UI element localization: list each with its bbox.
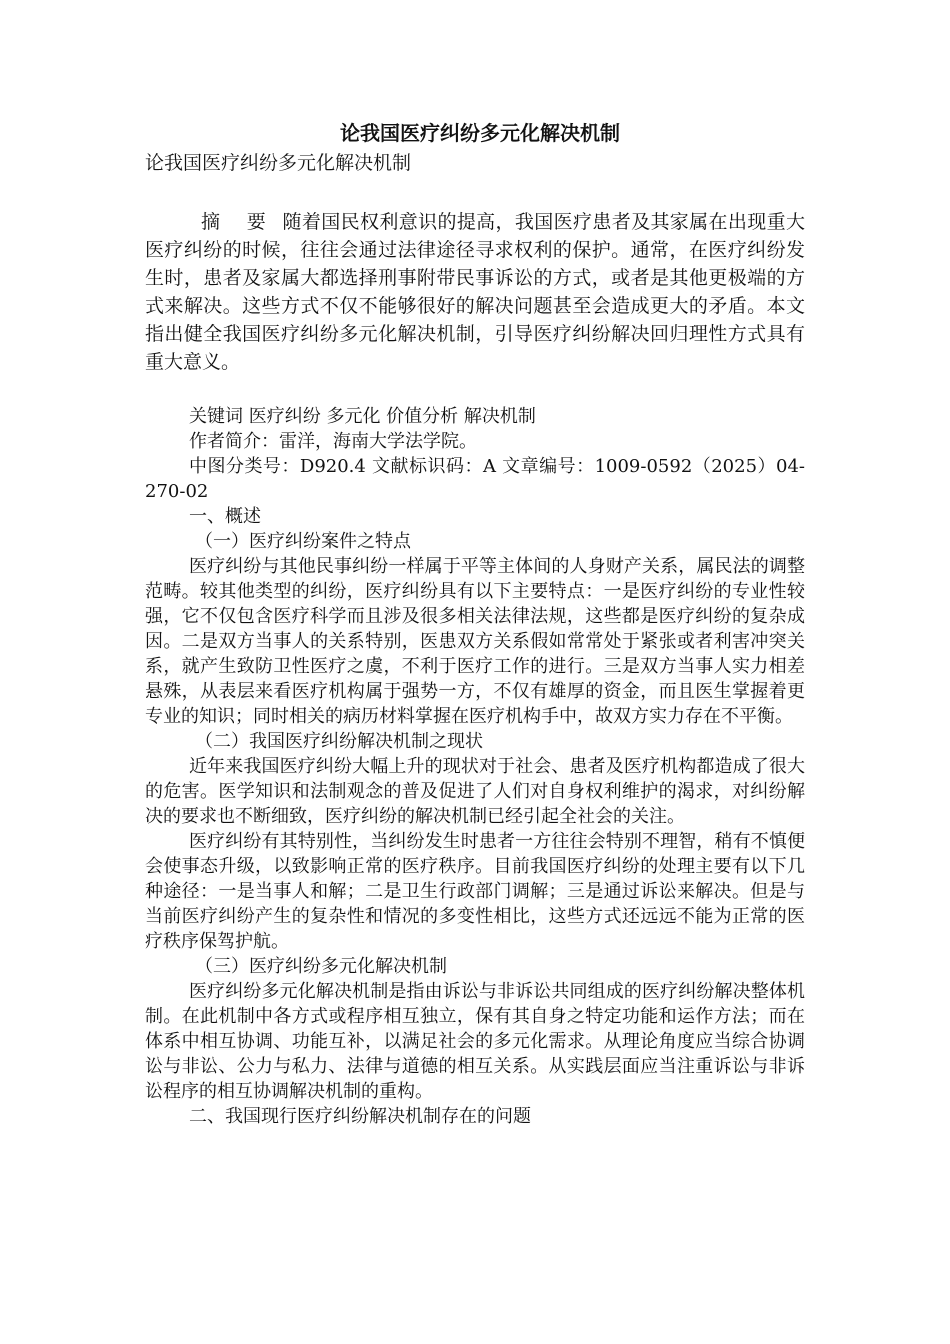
abstract-text: 随着国民权利意识的提高，我国医疗患者及其家属在出现重大医疗纠纷的时候，往往会通过法律途径寻求权利的保护。通常，在医疗纠纷发生时，患者及家属大都选择刑事附带民事诉讼的方式，或者是其他更极端的方式来解决。这些方式不仅不能够很好的解决问题甚至会造成更大的矛盾。本文指出健全我国医疗纠纷多元化解决机制，引导医疗纠纷解决回归理性方式具有重大意义。 <box>145 211 805 373</box>
abstract-label: 摘 要 <box>201 211 277 233</box>
paragraph: 近年来我国医疗纠纷大幅上升的现状对于社会、患者及医疗机构都造成了很大的危害。医学知识和法制观念的普及促进了人们对自身权利维护的渴求，对纠纷解决的要求也不断细致，医疗纠纷的解决机制已经引起全社会的关注。 <box>145 756 805 827</box>
paragraph: 医疗纠纷有其特别性，当纠纷发生时患者一方往往会特别不理智，稍有不慎便会使事态升级，以致影响正常的医疗秩序。目前我国医疗纠纷的处理主要有以下几种途径：一是当事人和解；二是卫生行政部门调解；三是通过诉讼来解决。但是与当前医疗纠纷产生的复杂性和情况的多变性相比，这些方式还远远不能为正常的医疗秩序保驾护航。 <box>145 831 805 952</box>
section-heading-1: 一、概述 <box>189 506 261 527</box>
abstract <box>145 208 805 376</box>
paragraph: 医疗纠纷多元化解决机制是指由诉讼与非诉讼共同组成的医疗纠纷解决整体机制。在此机制中各方式或程序相互独立，保有其自身之特定功能和运作方法；而在体系中相互协调、功能互补，以满足社会的多元化需求。从理论角度应当综合协调讼与非讼、公力与私力、法律与道德的相互关系。从实践层面应当注重诉讼与非诉讼程序的相互协调解决机制的重构。 <box>145 981 805 1102</box>
paragraph: 医疗纠纷与其他民事纠纷一样属于平等主体间的人身财产关系，属民法的调整范畴。较其他类型的纠纷，医疗纠纷具有以下主要特点：一是医疗纠纷的专业性较强，它不仅包含医疗科学而且涉及很多相关法律法规，这些都是医疗纠纷的复杂成因。二是双方当事人的关系特别，医患双方关系假如常常处于紧张或者利害冲突关系，就产生致防卫性医疗之虞，不利于医疗工作的进行。三是双方当事人实力相差悬殊，从表层来看医疗机构属于强势一方，不仅有雄厚的资金，而且医生掌握着更专业的知识；同时相关的病历材料掌握在医疗机构手中，故双方实力存在不平衡。 <box>145 556 805 727</box>
section-heading-2: 二、我国现行医疗纠纷解决机制存在的问题 <box>189 1106 531 1127</box>
subsection-heading-2: （二）我国医疗纠纷解决机制之现状 <box>195 731 483 752</box>
document-title: 论我国医疗纠纷多元化解决机制 <box>340 121 620 145</box>
author-info: 作者简介：雷洋，海南大学法学院。 <box>189 431 477 452</box>
keywords: 关键词 医疗纠纷 多元化 价值分析 解决机制 <box>189 406 536 427</box>
document-subtitle: 论我国医疗纠纷多元化解决机制 <box>145 152 412 174</box>
document-page <box>145 118 805 1129</box>
subsection-heading-3: （三）医疗纠纷多元化解决机制 <box>195 956 447 977</box>
classification-info: 中图分类号：D920.4 文献标识码：A 文章编号：1009-0592（2025）04-270-02 <box>145 456 805 502</box>
subsection-heading-1: （一）医疗纠纷案件之特点 <box>195 531 411 552</box>
